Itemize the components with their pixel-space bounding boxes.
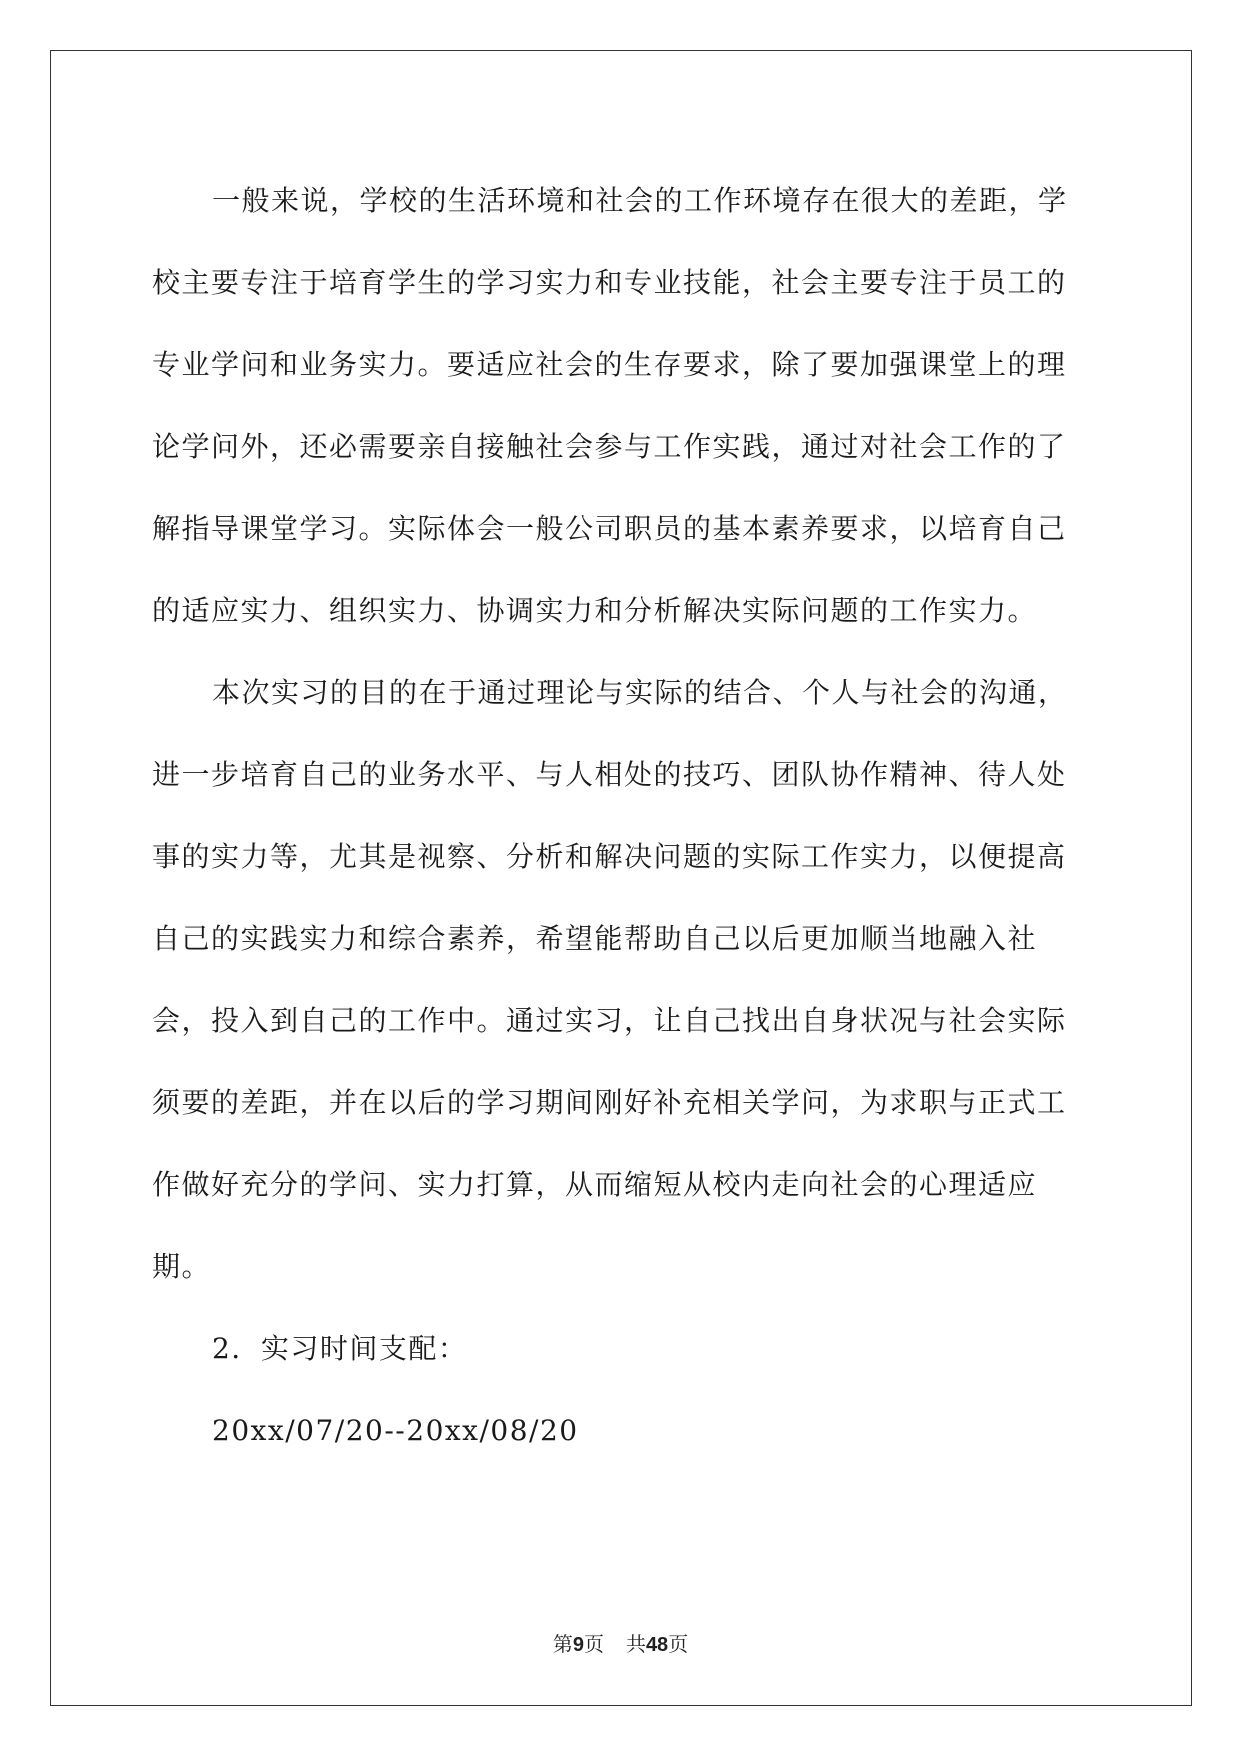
paragraph-1: 一般来说，学校的生活环境和社会的工作环境存在很大的差距，学校主要专注于培育学生的学习实力和专业技能，社会主要专注于员工的专业学问和业务实力。要适应社会的生存要求，除了要加强课堂上的理论学问外，还必需要亲自接触社会参与工作实践，通过对社会工作的了解指导课堂学习。实际体会一般公司职员的基本素养要求，以培育自己的适应实力、组织实力、协调实力和分析解决实际问题的工作实力。 (152, 184, 1068, 627)
footer-total-pages: 48 (645, 1634, 669, 1656)
document-body (152, 160, 1094, 1472)
section-heading: 2．实习时间支配： (212, 1332, 468, 1365)
page-footer (0, 1628, 1241, 1657)
footer-page-number: 9 (572, 1634, 584, 1656)
paragraph-2: 本次实习的目的在于通过理论与实际的结合、个人与社会的沟通，进一步培育自己的业务水平、与人相处的技巧、团队协作精神、待人处事的实力等，尤其是视察、分析和解决问题的实际工作实力，以便提高自己的实践实力和综合素养，希望能帮助自己以后更加顺当地融入社会，投入到自己的工作中。通过实习，让自己找出自身状况与社会实际须要的差距，并在以后的学习期间刚好补充相关学问，为求职与正式工作做好充分的学问、实力打算，从而缩短从校内走向社会的心理适应期。 (152, 676, 1068, 1283)
footer-total-prefix: 共 (625, 1632, 646, 1656)
footer-page-mid: 页 (583, 1632, 604, 1656)
date-range: 20xx/07/20--20xx/08/20 (212, 1414, 579, 1447)
footer-page-prefix: 第 (552, 1632, 573, 1656)
footer-total-suffix: 页 (668, 1632, 689, 1656)
